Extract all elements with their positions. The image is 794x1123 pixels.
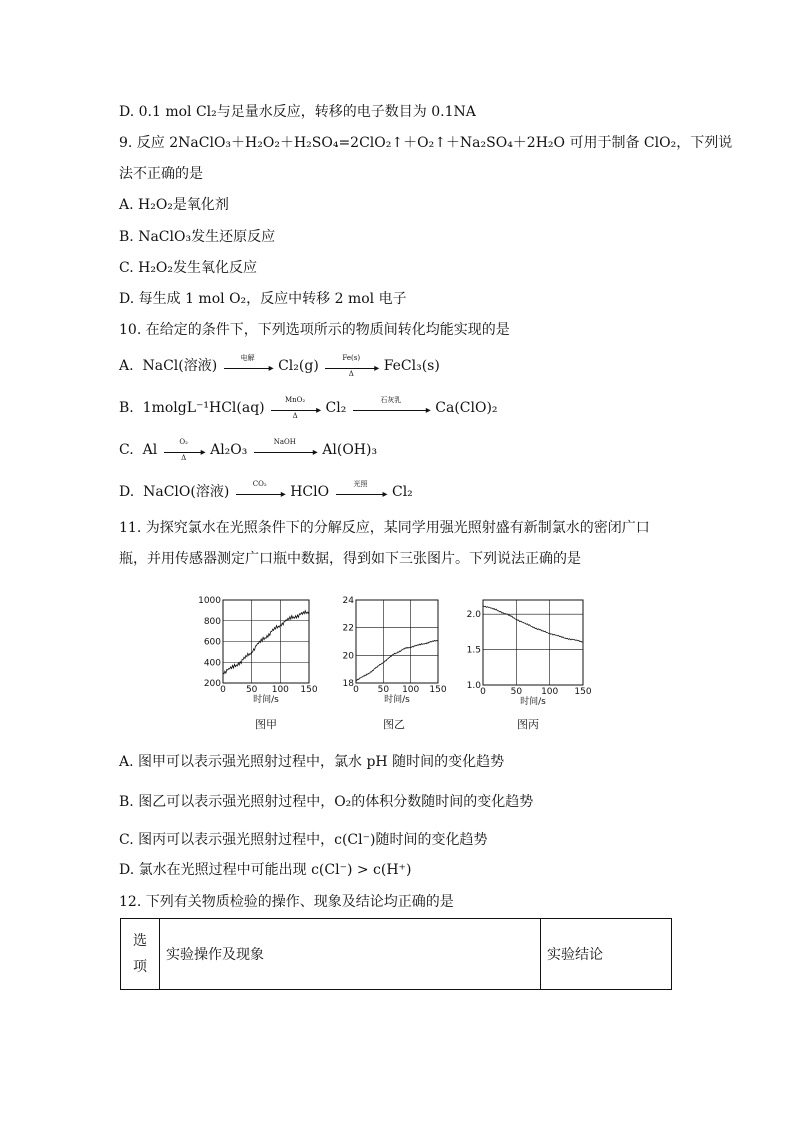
option-label: C. — [119, 442, 134, 458]
chart-yi — [338, 592, 453, 712]
arrow-condition-heat: Δ — [292, 412, 298, 420]
x-tick-label: 150 — [300, 685, 318, 695]
x-tick-label: 50 — [510, 687, 523, 697]
chart-yi-caption: 图乙 — [383, 718, 405, 731]
q10-option-a — [119, 354, 440, 378]
chart-bing-caption: 图丙 — [517, 718, 539, 731]
plot-frame — [483, 600, 583, 685]
y-tick-label: 24 — [342, 596, 354, 606]
series-line — [483, 606, 583, 642]
x-tick-label: 0 — [480, 687, 486, 697]
y-tick-label: 20 — [342, 651, 354, 662]
arrow-condition: 电解 — [240, 354, 255, 362]
intermediate: Cl₂(g) — [278, 358, 319, 374]
intermediate: Cl₂ — [325, 400, 347, 416]
reactant: NaCl(溶液) — [142, 358, 218, 374]
y-tick-label: 200 — [203, 679, 221, 689]
q10-option-d — [119, 480, 413, 501]
x-tick-label: 0 — [353, 685, 359, 695]
product: Al(OH)₃ — [322, 442, 378, 458]
option-label: A. — [119, 358, 134, 374]
reaction-arrow: NaOH ▸ — [254, 447, 316, 453]
q12-table — [120, 918, 672, 990]
q11-stem-line1: 11. 为探究氯水在光照条件下的分解反应，某同学用强光照射盛有新制氯水的密闭广口 — [119, 520, 650, 536]
y-tick-label: 22 — [342, 623, 354, 634]
arrow-condition-heat: Δ — [348, 370, 354, 378]
arrow-condition-heat: Δ — [181, 454, 187, 462]
arrow-condition: 石灰乳 — [380, 396, 402, 404]
q11-option-c: C. 图丙可以表示强光照射过程中，c(Cl⁻)随时间的变化趋势 — [119, 832, 488, 848]
y-tick-label: 1.0 — [466, 681, 481, 691]
chart-bing — [455, 592, 595, 712]
x-tick-label: 100 — [402, 685, 420, 695]
chart-jia-caption: 图甲 — [255, 718, 277, 731]
x-axis-label: 时间/s — [384, 695, 410, 705]
y-tick-label: 400 — [203, 658, 221, 669]
table-header-conclusion: 实验结论 — [541, 919, 672, 990]
y-tick-label: 600 — [203, 637, 221, 648]
q10-option-c — [119, 438, 378, 462]
reactant: NaClO(溶液) — [143, 484, 230, 500]
table-row — [121, 919, 672, 990]
x-tick-label: 50 — [245, 685, 258, 695]
x-tick-label: 100 — [271, 685, 289, 695]
q9-option-c: C. H₂O₂发生氧化反应 — [119, 260, 258, 276]
chart-jia — [195, 592, 325, 712]
q9-option-a: A. H₂O₂是氧化剂 — [119, 197, 229, 213]
reactant: 1molgL⁻¹HCl(aq) — [142, 400, 265, 416]
arrow-condition: Fe(s) — [342, 354, 361, 362]
q11-option-b: B. 图乙可以表示强光照射过程中，O₂的体积分数随时间的变化趋势 — [119, 794, 534, 810]
product: Cl₂ — [391, 484, 413, 500]
arrow-condition: CO₂ — [252, 480, 267, 488]
q10-stem: 10. 在给定的条件下，下列选项所示的物质间转化均能实现的是 — [119, 322, 510, 338]
x-tick-label: 0 — [220, 685, 226, 695]
q11-stem-line2: 瓶，并用传感器测定广口瓶中数据，得到如下三张图片。下列说法正确的是 — [119, 551, 581, 567]
y-tick-label: 2.0 — [466, 610, 481, 621]
x-tick-label: 100 — [541, 687, 559, 697]
reaction-arrow: O₂ ▸ Δ — [164, 447, 204, 453]
table-header-option — [121, 919, 160, 990]
q8-option-d: D. 0.1 mol Cl₂与足量水反应，转移的电子数目为 0.1NA — [119, 104, 476, 120]
q9-stem-line2: 法不正确的是 — [119, 166, 203, 182]
reaction-arrow: MnO₂ ▸ Δ — [271, 405, 319, 411]
x-axis-label: 时间/s — [253, 695, 279, 705]
intermediate: HClO — [290, 484, 330, 500]
y-tick-label: 1.5 — [466, 645, 481, 656]
q10-option-b — [119, 396, 498, 420]
x-axis-label: 时间/s — [520, 697, 546, 707]
reaction-arrow: Fe(s) ▸ Δ — [325, 363, 377, 369]
x-tick-label: 150 — [574, 687, 592, 697]
x-tick-label: 50 — [377, 685, 390, 695]
q9-option-b: B. NaClO₃发生还原反应 — [119, 229, 276, 245]
x-tick-label: 150 — [429, 685, 447, 695]
product: FeCl₃(s) — [383, 358, 440, 374]
option-label: D. — [119, 484, 135, 500]
arrow-condition: NaOH — [273, 438, 296, 446]
option-label: B. — [119, 400, 134, 416]
reaction-arrow: CO₂ ▸ — [236, 489, 284, 495]
q12-stem: 12. 下列有关物质检验的操作、现象及结论均正确的是 — [119, 894, 454, 910]
series-line — [356, 640, 438, 680]
y-tick-label: 800 — [203, 616, 221, 627]
reaction-arrow: 电解 ▸ — [224, 363, 272, 369]
intermediate: Al₂O₃ — [210, 442, 248, 458]
q11-option-d: D. 氯水在光照过程中可能出现 c(Cl⁻) > c(H⁺) — [119, 862, 412, 878]
arrow-condition: MnO₂ — [284, 396, 306, 404]
q11-option-a: A. 图甲可以表示强光照射过程中，氯水 pH 随时间的变化趋势 — [119, 754, 505, 770]
reactant: Al — [142, 442, 158, 458]
table-header-operation: 实验操作及现象 — [160, 919, 541, 990]
reaction-arrow: 石灰乳 ▸ — [353, 405, 429, 411]
q9-stem-line1: 9. 反应 2NaClO₃＋H₂O₂＋H₂SO₄=2ClO₂↑＋O₂↑＋Na₂SO₄＋2H₂O 可用于制备 ClO₂，下列说 — [119, 135, 733, 151]
product: Ca(ClO)₂ — [435, 400, 498, 416]
y-tick-label: 18 — [342, 679, 354, 689]
series-line — [223, 611, 309, 674]
reaction-arrow: 光照 ▸ — [336, 489, 386, 495]
arrow-condition: O₂ — [179, 438, 188, 446]
q9-option-d: D. 每生成 1 mol O₂，反应中转移 2 mol 电子 — [119, 291, 407, 307]
header-char: 项 — [133, 959, 147, 975]
header-char: 选 — [133, 933, 147, 949]
y-tick-label: 1000 — [198, 596, 221, 606]
plot-frame — [356, 600, 438, 683]
arrow-condition: 光照 — [353, 480, 368, 488]
